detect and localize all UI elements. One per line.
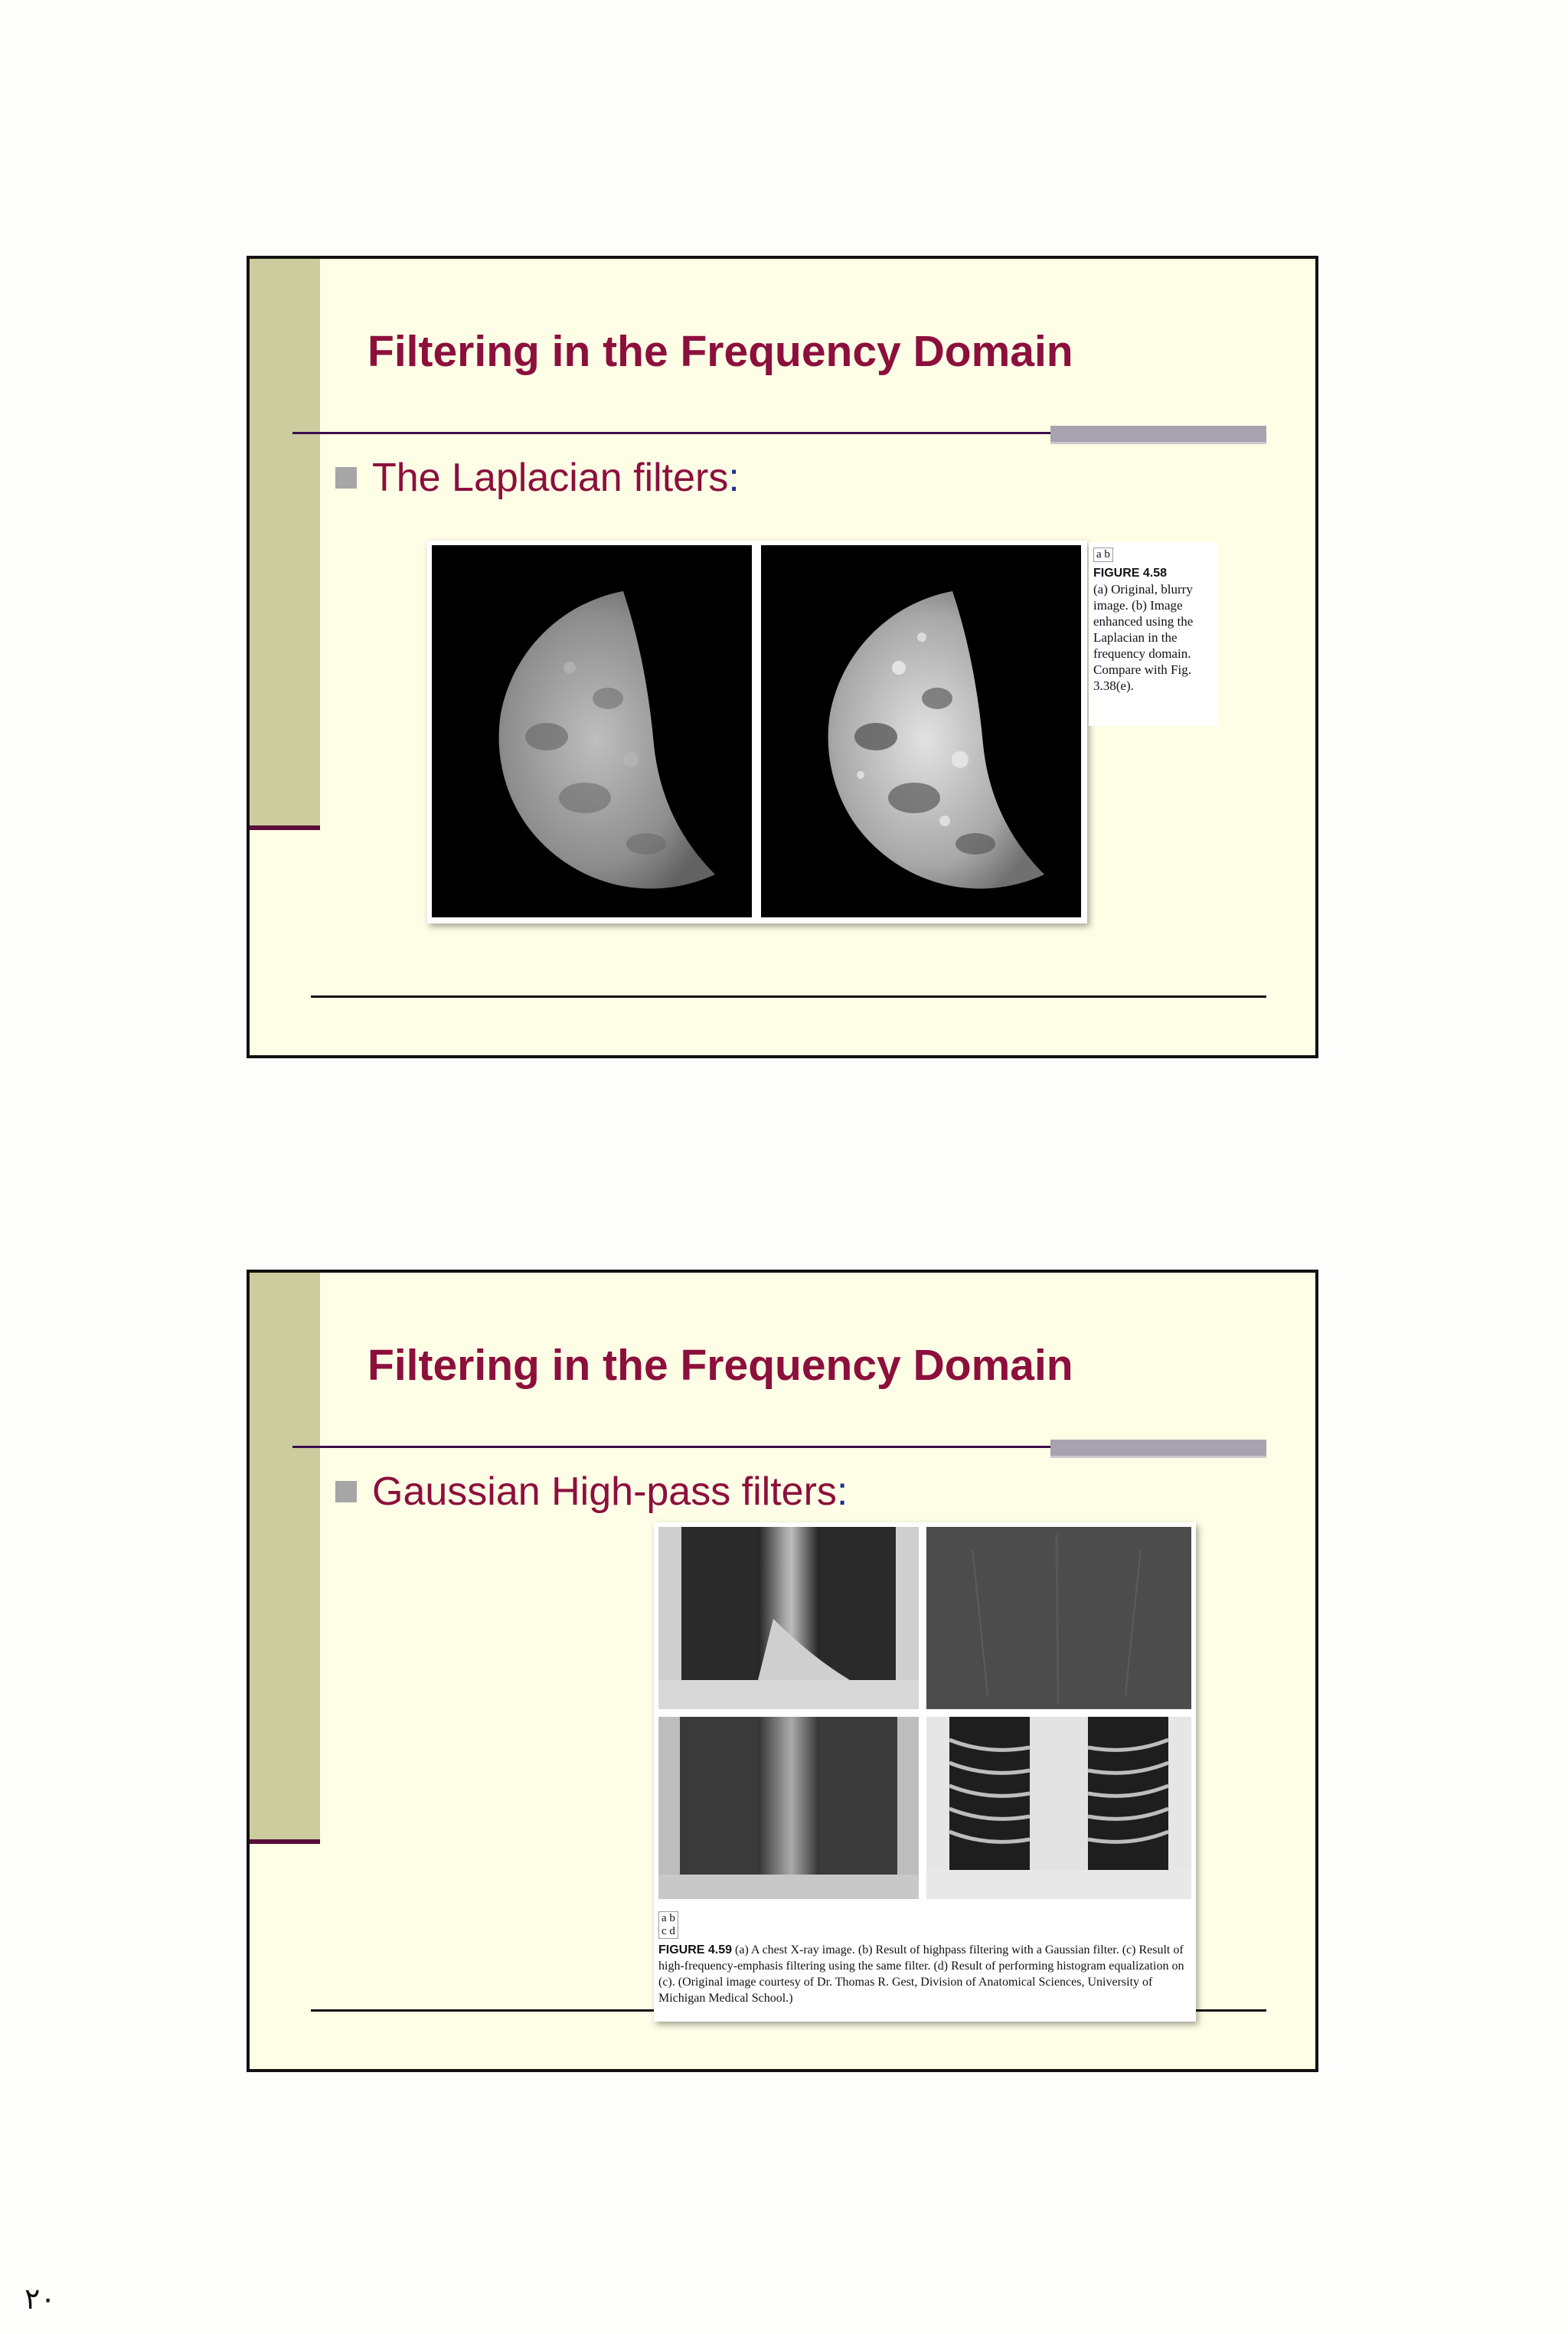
sidebar-accent	[250, 1839, 320, 1844]
bullet-square-icon	[335, 467, 357, 489]
xray-original-image	[658, 1527, 919, 1709]
slide-title: Filtering in the Frequency Domain	[368, 327, 1073, 376]
title-rule-accent	[1050, 426, 1266, 444]
figure-caption-text: (a) Original, blurry image. (b) Image enhanced using the Laplacian in the frequency domain. Compare with Fig. 3.38(e).	[1093, 582, 1194, 693]
figure-moon-images	[427, 541, 1087, 923]
xray-highpass-image	[926, 1527, 1191, 1709]
moon-enhanced-image	[761, 545, 1081, 917]
slide-sidebar	[250, 259, 320, 825]
panel-letters-bottom: c d	[662, 1925, 675, 1937]
page-number: ٢٠	[24, 2282, 56, 2316]
figure-chest-xray	[654, 1522, 1196, 2022]
bullet-square-icon	[335, 1481, 357, 1502]
sidebar-accent	[250, 825, 320, 830]
xray-equalized-image	[926, 1717, 1191, 1899]
bullet-colon: :	[728, 456, 740, 500]
figure-caption-text: (a) A chest X-ray image. (b) Result of highpass filtering with a Gaussian filter. (c) Result of high-frequency-emphasis filtering using the same filter. (d) Result of performing histogram equalization on (c). (Original image courtesy of Dr. Thomas R. Gest, Division of Anatomical Sciences, University of Michigan Medical School.)	[658, 1943, 1184, 2005]
panel-letters-top: a b	[662, 1912, 675, 1924]
xray-emphasis-image	[658, 1717, 919, 1899]
slide-title: Filtering in the Frequency Domain	[368, 1341, 1073, 1390]
figure-caption	[658, 1911, 1190, 2006]
slide-sidebar	[250, 1273, 320, 1839]
bullet-colon: :	[836, 1469, 848, 1514]
bullet-label: The Laplacian filters	[372, 456, 729, 500]
figure-caption	[1089, 542, 1217, 726]
bottom-rule	[311, 995, 1266, 998]
panel-letters: a b	[1093, 548, 1113, 562]
bullet-item	[372, 1469, 848, 1515]
slide-laplacian	[247, 256, 1318, 1058]
panel-letters	[658, 1911, 678, 1939]
title-rule-accent	[1050, 1440, 1266, 1458]
bullet-item	[372, 455, 740, 501]
bullet-label: Gaussian High-pass filters	[372, 1469, 837, 1514]
moon-original-image	[432, 545, 752, 917]
slide-gaussian	[247, 1270, 1318, 2072]
figure-label: FIGURE 4.58	[1093, 567, 1168, 580]
figure-label: FIGURE 4.59	[658, 1943, 733, 1956]
